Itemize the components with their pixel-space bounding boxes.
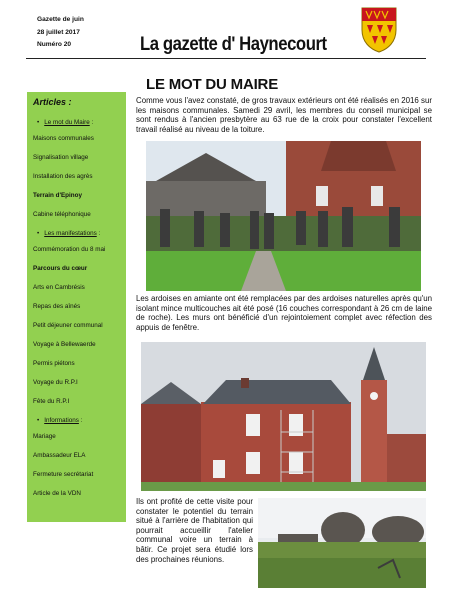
sidebar-item-maisons-communales[interactable]: Maisons communales bbox=[33, 135, 94, 142]
section-heading-label[interactable]: Informations bbox=[44, 417, 79, 424]
article-headline: LE MOT DU MAIRE bbox=[146, 76, 278, 93]
section-heading-label[interactable]: Les manifestations bbox=[44, 230, 97, 237]
newsletter-title: La gazette d' Haynecourt bbox=[140, 34, 327, 55]
sidebar-item-voyage-rpi[interactable]: Voyage du R.P.I bbox=[33, 379, 78, 386]
sidebar-title: Articles : bbox=[33, 97, 72, 107]
article-paragraph-1: Comme vous l'avez constaté, de gros travaux extérieurs ont été réalisés en 2016 sur les maisons communales. Samedi 29 avril, les membres du conseil municipal se sont rendus à l'ancien presbytère au 63 rue de la croix pour constater l'excellent travail réalisé au niveau de la toiture. bbox=[136, 96, 432, 134]
issue-info bbox=[37, 14, 84, 52]
section-heading-colon: : bbox=[78, 417, 83, 424]
article-paragraph-2: Les ardoises en amiante ont été remplacées par des ardoises naturelles après qu'un isolant mince multicouches ait été posé (16 couches correspondant à 26 cm de laine de roche). Les murs ont bénéficié d'un rejointoiement complet avec réfection des appuis de fenêtre. bbox=[136, 294, 432, 332]
header-divider bbox=[26, 58, 426, 59]
land-plot-photo bbox=[258, 498, 426, 588]
sidebar-item-cabine[interactable]: Cabine téléphonique bbox=[33, 211, 91, 218]
article-paragraph-3: Ils ont profité de cette visite pour constater le potentiel du terrain situé à l'arrière de l'habitation qui pourrait accueillir l'atelier communal voire un terrain à bâtir. Ce projet sera étudié lors des prochaines réunions. bbox=[136, 497, 253, 564]
section-heading-colon: : bbox=[96, 230, 101, 237]
issue-number: Numéro 20 bbox=[37, 41, 72, 48]
sidebar-item-mariage[interactable]: Mariage bbox=[33, 433, 56, 440]
sidebar-item-commemoration[interactable]: Commémoration du 8 mai bbox=[33, 246, 106, 253]
presbytery-photo bbox=[141, 342, 426, 491]
gazette-month: Gazette de juin bbox=[37, 16, 84, 23]
council-group-photo bbox=[146, 141, 421, 291]
section-heading-label[interactable]: Le mot du Maire bbox=[44, 119, 90, 126]
publication-date: 28 juillet 2017 bbox=[37, 28, 80, 36]
sidebar-item-fermeture-secretariat[interactable]: Fermeture secrétariat bbox=[33, 471, 94, 478]
section-heading-colon: : bbox=[89, 119, 94, 126]
section-heading-mot-du-maire[interactable]: • Le mot du Maire : bbox=[37, 119, 94, 126]
sidebar-item-bellewaerde[interactable]: Voyage à Bellewaerde bbox=[33, 341, 96, 348]
section-heading-manifestations[interactable]: • Les manifestations : bbox=[37, 230, 101, 237]
sidebar-item-permis-pietons[interactable]: Permis piétons bbox=[33, 360, 75, 367]
sidebar-item-repas-aines[interactable]: Repas des aînés bbox=[33, 303, 81, 310]
articles-sidebar bbox=[27, 92, 126, 522]
coat-of-arms-icon bbox=[360, 6, 398, 54]
sidebar-item-agres[interactable]: Installation des agrès bbox=[33, 173, 93, 180]
sidebar-item-ambassadeur-ela[interactable]: Ambassadeur ELA bbox=[33, 452, 86, 459]
sidebar-item-arts-cambresis[interactable]: Arts en Cambrésis bbox=[33, 284, 85, 291]
sidebar-item-signalisation[interactable]: Signalisation village bbox=[33, 154, 89, 161]
section-heading-informations[interactable]: • Informations : bbox=[37, 417, 83, 424]
sidebar-item-terrain-epinoy[interactable]: Terrain d'Epinoy bbox=[33, 192, 82, 199]
sidebar-item-fete-rpi[interactable]: Fête du R.P.I bbox=[33, 398, 70, 405]
sidebar-item-article-vdn[interactable]: Article de la VDN bbox=[33, 490, 81, 497]
sidebar-item-parcours-coeur[interactable]: Parcours du cœur bbox=[33, 265, 88, 272]
sidebar-item-petit-dejeuner[interactable]: Petit déjeuner communal bbox=[33, 322, 103, 329]
